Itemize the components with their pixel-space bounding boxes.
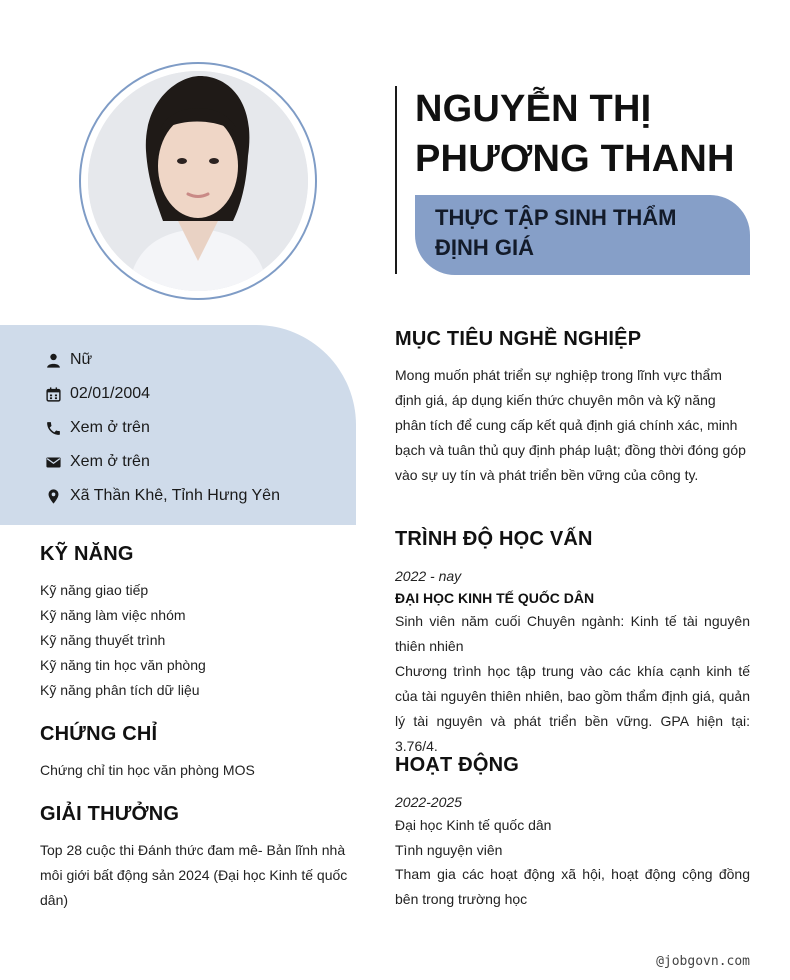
skills-list [40, 578, 350, 703]
education-major: Sinh viên năm cuối Chuyên ngành: Kinh tế tài nguyên thiên nhiên [395, 613, 750, 654]
certificate-item: Chứng chỉ tin học văn phòng MOS [40, 762, 255, 778]
skill-item: Kỹ năng thuyết trình [40, 632, 166, 648]
skills-title: KỸ NĂNG [40, 543, 134, 565]
job-title-line-1: THỰC TẬP SINH THẨM [435, 205, 677, 230]
mail-icon [44, 453, 62, 471]
address-value: Xã Thần Khê, Tỉnh Hưng Yên [70, 487, 280, 504]
education-description: Chương trình học tập trung vào các khía cạnh kinh tế của tài nguyên thiên nhiên, bao gồm thẩm định giá, quản lý tài nguyên và phát triển bền vững. GPA hiện tại: 3.76/4. [395, 663, 750, 754]
birthday-value: 02/01/2004 [70, 385, 151, 402]
education-title: TRÌNH ĐỘ HỌC VẤN [395, 528, 593, 550]
education-school: ĐẠI HỌC KINH TẾ QUỐC DÂN [395, 590, 595, 606]
location-pin-icon [44, 487, 62, 505]
activity-organization: Đại học Kinh tế quốc dân [395, 817, 552, 833]
objective-text: Mong muốn phát triển sự nghiệp trong lĩnh vực thẩm định giá, áp dụng kiến thức chuyên môn và kỹ năng phân tích để cung cấp kết quả định giá chính xác, minh bạch và tuân thủ quy định pháp luật; đồng thời đóng góp vào sự uy tín và phát triển bền vững của công ty. [395, 367, 746, 483]
calendar-icon [44, 385, 62, 403]
objective-title: MỤC TIÊU NGHỀ NGHIỆP [395, 328, 642, 350]
candidate-name [415, 84, 735, 184]
awards-title: GIẢI THƯỞNG [40, 803, 180, 825]
contact-phone [0, 411, 356, 445]
activity-date: 2022-2025 [395, 794, 462, 810]
phone-value: Xem ở trên [70, 419, 150, 436]
skill-item: Kỹ năng tin học văn phòng [40, 657, 206, 673]
awards-section [40, 803, 350, 913]
name-line-1: NGUYỄN THỊ [415, 88, 652, 130]
email-value: Xem ở trên [70, 453, 150, 470]
name-divider [395, 86, 397, 274]
activities-section [395, 754, 750, 912]
name-line-2: PHƯƠNG THANH [415, 138, 735, 180]
skill-item: Kỹ năng giao tiếp [40, 582, 149, 598]
phone-icon [44, 419, 62, 437]
profile-photo [88, 71, 308, 291]
watermark: @jobgovn.com [656, 954, 750, 969]
profile-photo-image [88, 71, 308, 291]
contact-birthday [0, 377, 356, 411]
skill-item: Kỹ năng phân tích dữ liệu [40, 682, 200, 698]
activities-title: HOẠT ĐỘNG [395, 754, 520, 776]
job-title-banner [415, 195, 750, 275]
contact-gender [0, 343, 356, 377]
career-objective-section [395, 328, 750, 488]
certificates-section [40, 723, 350, 783]
education-date: 2022 - nay [395, 568, 462, 584]
activity-role: Tình nguyện viên [395, 841, 503, 858]
contact-email [0, 445, 356, 479]
education-section [395, 528, 750, 759]
activity-description: Tham gia các hoạt động xã hội, hoạt động cộng đồng bên trong trường học [395, 866, 750, 907]
certificates-title: CHỨNG CHỈ [40, 723, 158, 745]
skill-item: Kỹ năng làm việc nhóm [40, 607, 186, 623]
skills-section [40, 543, 350, 703]
gender-value: Nữ [70, 351, 93, 368]
contact-panel [0, 325, 356, 525]
award-item: Top 28 cuộc thi Đánh thức đam mê- Bản lĩnh nhà môi giới bất động sản 2024 (Đại học Kinh tế quốc dân) [40, 842, 348, 908]
job-title-line-2: ĐỊNH GIÁ [435, 235, 534, 260]
person-icon [44, 351, 62, 369]
contact-address [0, 479, 356, 513]
